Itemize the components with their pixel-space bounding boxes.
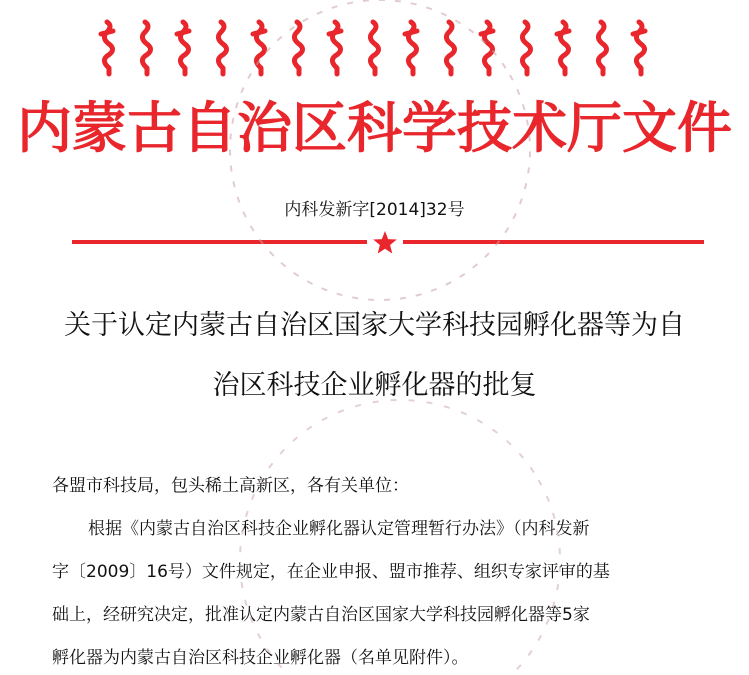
mongolian-glyph-stroke — [101, 31, 113, 34]
subject-title-line-1: 关于认定内蒙古自治区国家大学科技园孵化器等为自 — [64, 310, 685, 341]
paragraph-line-3: 础上，经研究决定，批准认定内蒙古自治区国家大学科技园孵化器等5家 — [52, 605, 590, 625]
subject-title-line-2: 治区科技企业孵化器的批复 — [212, 370, 537, 401]
mongolian-glyph — [522, 22, 530, 74]
mongolian-glyph — [446, 22, 454, 74]
mongolian-glyph-stroke — [481, 31, 493, 34]
mongolian-glyph-stroke — [329, 31, 341, 34]
divider-line-left — [72, 240, 367, 244]
mongolian-glyph — [370, 22, 378, 74]
mongolian-script-header — [95, 14, 665, 80]
mongolian-glyph-stroke — [177, 31, 189, 34]
mongolian-glyph-stroke — [633, 31, 645, 34]
salutation: 各盟市科技局，包头稀土高新区，各有关单位： — [52, 476, 409, 496]
document-number: 内科发新字[2014]32号 — [284, 200, 465, 220]
star-icon — [373, 231, 397, 254]
mongolian-glyph — [294, 22, 302, 74]
paragraph-line-2: 字〔2009〕16号）文件规定，在企业申报、盟市推荐、组织专家评审的基 — [52, 562, 610, 582]
paragraph-line-1: 根据《内蒙古自治区科技企业孵化器认定管理暂行办法》（内科发新 — [88, 519, 590, 539]
mongolian-glyph — [218, 22, 226, 74]
header-divider — [72, 230, 704, 254]
mongolian-glyph-stroke — [405, 31, 417, 34]
mongolian-glyph-stroke — [253, 31, 265, 34]
divider-line-right — [403, 240, 704, 244]
mongolian-glyph — [142, 22, 150, 74]
mongolian-glyph — [598, 22, 606, 74]
paragraph-line-4: 孵化器为内蒙古自治区科技企业孵化器（名单见附件）。 — [52, 648, 469, 668]
mongolian-glyph-stroke — [557, 31, 569, 34]
header-title: 内蒙古自治区科学技术厅文件 — [16, 95, 732, 160]
